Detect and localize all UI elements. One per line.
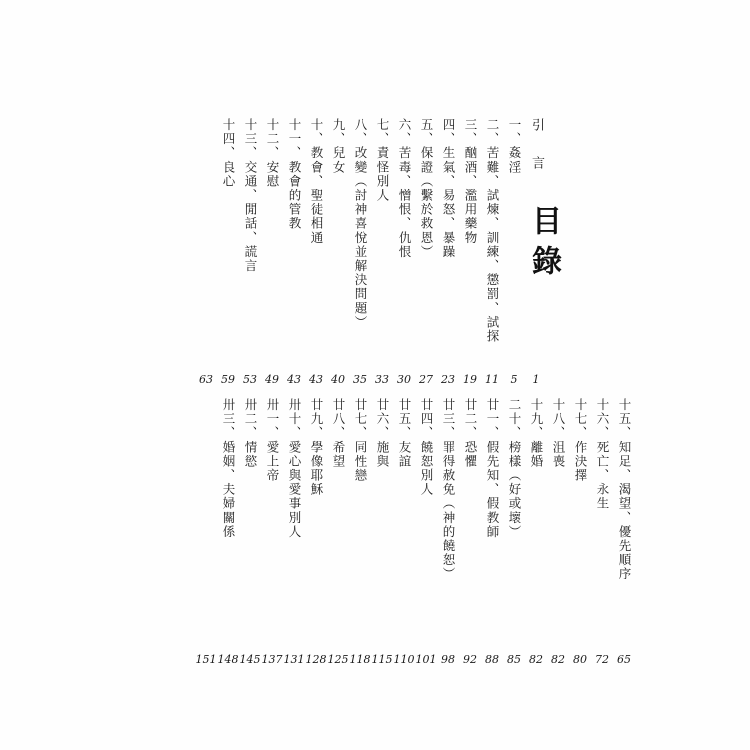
toc-entry[interactable] [393, 398, 415, 666]
toc-entry-label: 廿一、假先知、假教師 [485, 398, 500, 539]
toc-entry[interactable] [437, 398, 459, 666]
toc-entry-label: 十、教會、聖徒相通 [309, 118, 324, 245]
toc-entry-label: 廿五、友誼 [397, 398, 412, 469]
toc-entry-page-number: 110 [393, 653, 415, 666]
toc-entry-label: 二、苦難、試煉、訓練、懲罰、試探 [485, 118, 500, 344]
toc-entry-label: 十五、知足、渴望、優先順序 [617, 398, 632, 582]
toc-entry-page-number: 23 [441, 373, 455, 386]
toc-entry[interactable] [349, 118, 371, 386]
toc-entry-label: 九、兒女 [331, 118, 346, 175]
toc-entry[interactable] [481, 118, 503, 386]
toc-entry[interactable] [327, 398, 349, 666]
toc-entry-label: 引 言 [529, 118, 544, 174]
toc-entry-label: 七、責怪別人 [375, 118, 390, 203]
toc-entry-page-number: 5 [510, 373, 518, 386]
toc-entry[interactable] [459, 118, 481, 386]
toc-entry[interactable] [415, 398, 437, 666]
toc-entry-page-number: 65 [617, 653, 631, 666]
toc-entry-page-number: 19 [463, 373, 477, 386]
toc-entry[interactable] [217, 398, 239, 666]
toc-entry[interactable] [371, 118, 393, 386]
toc-entry-page-number: 151 [195, 653, 217, 666]
toc-entry-label: 卅二、情慾 [243, 398, 258, 469]
page-title: 目錄 [526, 205, 561, 285]
toc-entry[interactable] [283, 118, 305, 386]
toc-entry-page-number: 85 [507, 653, 521, 666]
toc-entry-label: 十一、教會的管教 [287, 118, 302, 231]
toc-entry-page-number: 128 [305, 653, 327, 666]
toc-entry[interactable] [305, 398, 327, 666]
toc-entry[interactable] [503, 398, 525, 666]
toc-entry[interactable] [481, 398, 503, 666]
toc-entry-label: 十七、作決擇 [573, 398, 588, 483]
toc-entry[interactable] [547, 398, 569, 666]
toc-entry[interactable] [459, 398, 481, 666]
toc-entry[interactable] [371, 398, 393, 666]
toc-entry-label: 十八、沮喪 [551, 398, 566, 469]
toc-entry-label: 二十、榜樣（好或壞） [507, 398, 522, 539]
toc-entry[interactable] [261, 398, 283, 666]
toc-entry-page-number: 53 [243, 373, 257, 386]
toc-entry-page-number: 59 [221, 373, 235, 386]
toc-entry-label: 卅十、愛心與愛事別人 [287, 398, 302, 539]
toc-entry-page-number: 27 [419, 373, 433, 386]
toc-entry-page-number: 11 [485, 373, 499, 386]
toc-entry-page-number: 1 [532, 373, 540, 386]
toc-entry[interactable] [525, 398, 547, 666]
toc-entry-label: 廿六、施與 [375, 398, 390, 469]
toc-entry-label: 廿七、同性戀 [353, 398, 368, 483]
toc-entry-label: 六、苦毒、憎恨、仇恨 [397, 118, 412, 259]
toc-entry[interactable] [195, 398, 217, 666]
toc-entry-page-number: 115 [371, 653, 393, 666]
toc-entry[interactable] [525, 118, 547, 386]
toc-entry-page-number: 145 [239, 653, 261, 666]
toc-entry[interactable] [591, 398, 613, 666]
toc-column-group-upper [195, 118, 547, 386]
toc-entry-label: 十六、死亡、永生 [595, 398, 610, 511]
toc-entry-page-number: 43 [287, 373, 301, 386]
toc-entry-label: 八、改變（討神喜悅並解決問題） [353, 118, 368, 330]
toc-entry[interactable] [613, 398, 635, 666]
toc-entry-label: 廿四、饒恕別人 [419, 398, 434, 497]
toc-entry-page-number: 43 [309, 373, 323, 386]
toc-entry-page-number: 35 [353, 373, 367, 386]
toc-entry[interactable] [393, 118, 415, 386]
toc-entry-page-number: 49 [265, 373, 279, 386]
toc-entry-page-number: 92 [463, 653, 477, 666]
toc-entry-label: 十九、離婚 [529, 398, 544, 469]
toc-entry[interactable] [327, 118, 349, 386]
toc-entry-label: 廿九、學像耶穌 [309, 398, 324, 497]
toc-entry-page-number: 101 [415, 653, 437, 666]
toc-entry-page-number: 82 [529, 653, 543, 666]
toc-entry-label: 廿二、恐懼 [463, 398, 478, 469]
toc-entry-label: 卅一、愛上帝 [265, 398, 280, 483]
toc-entry[interactable] [239, 398, 261, 666]
toc-entry[interactable] [437, 118, 459, 386]
toc-entry-page-number: 72 [595, 653, 609, 666]
toc-entry[interactable] [569, 398, 591, 666]
toc-entry[interactable] [261, 118, 283, 386]
toc-entry-label: 三、酗酒、濫用藥物 [463, 118, 478, 245]
toc-entry-label: 十四、良心 [221, 118, 236, 189]
toc-entry-page-number: 40 [331, 373, 345, 386]
toc-entry-page-number: 88 [485, 653, 499, 666]
toc-entry-page-number: 125 [327, 653, 349, 666]
toc-entry-label: 十三、交通、閒話、謊言 [243, 118, 258, 274]
toc-entry-page-number: 33 [375, 373, 389, 386]
toc-entry[interactable] [239, 118, 261, 386]
toc-entry-page-number: 63 [199, 373, 213, 386]
toc-entry-label: 一、姦淫 [507, 118, 522, 175]
toc-entry[interactable] [503, 118, 525, 386]
toc-entry[interactable] [349, 398, 371, 666]
toc-entry-label: 廿八、希望 [331, 398, 346, 469]
toc-entry-page-number: 118 [349, 653, 371, 666]
toc-entry-label: 十二、安慰 [265, 118, 280, 189]
toc-entry[interactable] [217, 118, 239, 386]
toc-entry[interactable] [415, 118, 437, 386]
toc-entry-page-number: 80 [573, 653, 587, 666]
toc-column-group-lower [195, 398, 635, 666]
toc-entry[interactable] [195, 118, 217, 386]
toc-entry-label: 四、生氣、易怒、暴躁 [441, 118, 456, 259]
toc-entry[interactable] [305, 118, 327, 386]
toc-entry[interactable] [283, 398, 305, 666]
toc-entry-page-number: 131 [283, 653, 305, 666]
toc-entry-page-number: 137 [261, 653, 283, 666]
toc-entry-label: 五、保證（繫於救恩） [419, 118, 434, 259]
toc-entry-page-number: 148 [217, 653, 239, 666]
toc-entry-page-number: 82 [551, 653, 565, 666]
toc-entry-label: 廿三、罪得赦免（神的饒恕） [441, 398, 456, 582]
toc-entry-page-number: 98 [441, 653, 455, 666]
toc-entry-page-number: 30 [397, 373, 411, 386]
toc-entry-label: 卅三、婚姻、夫婦關係 [221, 398, 236, 539]
